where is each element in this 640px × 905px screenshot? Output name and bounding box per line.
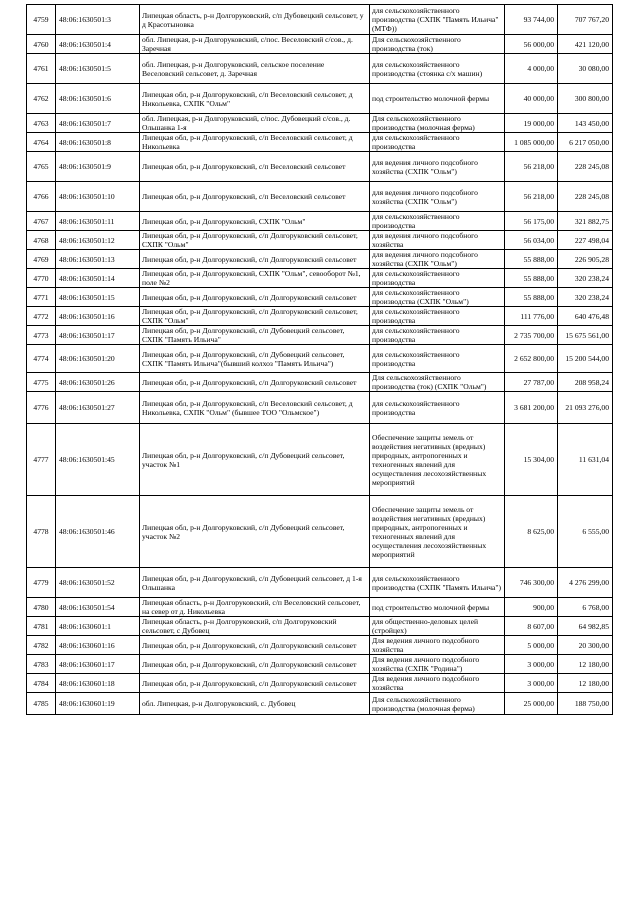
area-cell: 900,00: [505, 598, 558, 617]
permitted-use-cell: для сельскохозяйственного производства: [370, 307, 505, 326]
row-number: 4781: [27, 617, 56, 636]
area-cell: 56 175,00: [505, 212, 558, 231]
cadastral-value-cell: 12 180,00: [558, 655, 613, 674]
table-row: [27, 152, 613, 182]
cadastral-number: 48:06:1630501:15: [56, 288, 140, 307]
cadastral-number: 48:06:1630501:11: [56, 212, 140, 231]
permitted-use-cell: для сельскохозяйственного производства (СХПК "Память Ильича"): [370, 568, 505, 598]
address-cell: Липецкая обл, р-н Долгоруковский, с/п Дубовецкий сельсовет, участок №2: [140, 496, 370, 568]
cadastral-number: 48:06:1630501:26: [56, 373, 140, 392]
cadastral-value-cell: 640 476,48: [558, 307, 613, 326]
cadastral-value-cell: 12 180,00: [558, 674, 613, 693]
area-cell: 19 000,00: [505, 114, 558, 133]
cadastral-value-cell: 30 080,00: [558, 54, 613, 84]
table-row: [27, 269, 613, 288]
permitted-use-cell: для сельскохозяйственного производства: [370, 326, 505, 345]
table-row: [27, 373, 613, 392]
row-number: 4774: [27, 345, 56, 373]
row-number: 4763: [27, 114, 56, 133]
permitted-use-cell: для сельскохозяйственного производства: [370, 133, 505, 152]
document-page: [26, 4, 612, 715]
cadastral-number: 48:06:1630501:20: [56, 345, 140, 373]
cadastral-number: 48:06:1630501:5: [56, 54, 140, 84]
address-cell: Липецкая обл, р-н Долгоруковский, с/п Дубовецкий сельсовет, СХПК "Память Ильича"(бывший колхоз "Память Ильича"): [140, 345, 370, 373]
cadastral-number: 48:06:1630501:9: [56, 152, 140, 182]
area-cell: 3 681 200,00: [505, 392, 558, 424]
row-number: 4782: [27, 636, 56, 655]
cadastral-value-cell: 228 245,08: [558, 182, 613, 212]
cadastral-value-cell: 64 982,85: [558, 617, 613, 636]
row-number: 4766: [27, 182, 56, 212]
area-cell: 2 652 800,00: [505, 345, 558, 373]
cadastral-value-cell: 320 238,24: [558, 269, 613, 288]
permitted-use-cell: для сельскохозяйственного производства: [370, 345, 505, 373]
table-row: [27, 345, 613, 373]
cadastral-number: 48:06:1630601:19: [56, 693, 140, 715]
cadastral-number: 48:06:1630501:54: [56, 598, 140, 617]
row-number: 4783: [27, 655, 56, 674]
area-cell: 25 000,00: [505, 693, 558, 715]
row-number: 4777: [27, 424, 56, 496]
cadastral-number: 48:06:1630501:10: [56, 182, 140, 212]
area-cell: 3 000,00: [505, 674, 558, 693]
row-number: 4779: [27, 568, 56, 598]
address-cell: Липецкая обл, р-н Долгоруковский, с/п Долгоруковский сельсовет, СХПК "Ольм": [140, 307, 370, 326]
area-cell: 40 000,00: [505, 84, 558, 114]
address-cell: Липецкая обл, р-н Долгоруковский, с/п Веселовский сельсовет, д Никольевка: [140, 133, 370, 152]
address-cell: Липецкая обл, р-н Долгоруковский, с/п Веселовский сельсовет, д Никольевка, СХПК "Ольм" (бывшее ТОО "Ольмское"): [140, 392, 370, 424]
area-cell: 56 000,00: [505, 35, 558, 54]
permitted-use-cell: для сельскохозяйственного производства: [370, 392, 505, 424]
table-row: [27, 617, 613, 636]
cadastral-number: 48:06:1630601:18: [56, 674, 140, 693]
row-number: 4776: [27, 392, 56, 424]
cadastral-value-cell: 11 631,04: [558, 424, 613, 496]
permitted-use-cell: Для сельскохозяйственного производства (ток) (СХПК "Ольм"): [370, 373, 505, 392]
permitted-use-cell: для сельскохозяйственного производства: [370, 269, 505, 288]
area-cell: 2 735 700,00: [505, 326, 558, 345]
cadastral-value-cell: 226 905,28: [558, 250, 613, 269]
permitted-use-cell: Для сельскохозяйственного производства (ток): [370, 35, 505, 54]
cadastral-value-cell: 208 958,24: [558, 373, 613, 392]
table-row: [27, 392, 613, 424]
address-cell: Липецкая обл, р-н Долгоруковский, с/п Долгоруковский сельсовет: [140, 288, 370, 307]
row-number: 4772: [27, 307, 56, 326]
area-cell: 8 625,00: [505, 496, 558, 568]
cadastral-number: 48:06:1630501:13: [56, 250, 140, 269]
cadastral-value-cell: 228 245,08: [558, 152, 613, 182]
permitted-use-cell: под строительство молочной фермы: [370, 84, 505, 114]
area-cell: 56 218,00: [505, 152, 558, 182]
cadastral-number: 48:06:1630501:17: [56, 326, 140, 345]
area-cell: 4 000,00: [505, 54, 558, 84]
cadastral-value-cell: 143 450,00: [558, 114, 613, 133]
cadastral-number: 48:06:1630501:14: [56, 269, 140, 288]
address-cell: Липецкая обл, р-н Долгоруковский, с/п Долгоруковский сельсовет: [140, 674, 370, 693]
permitted-use-cell: для ведения личного подсобного хозяйства (СХПК "Ольм"): [370, 250, 505, 269]
permitted-use-cell: Для сельскохозяйственного производства (молочная ферма): [370, 693, 505, 715]
table-row: [27, 568, 613, 598]
permitted-use-cell: для ведения личного подсобного хозяйства (СХПК "Ольм"): [370, 152, 505, 182]
area-cell: 55 888,00: [505, 288, 558, 307]
area-cell: 5 000,00: [505, 636, 558, 655]
cadastral-number: 48:06:1630501:45: [56, 424, 140, 496]
cadastral-value-cell: 421 120,00: [558, 35, 613, 54]
cadastral-value-cell: 707 767,20: [558, 5, 613, 35]
table-row: [27, 84, 613, 114]
cadastral-value-cell: 188 750,00: [558, 693, 613, 715]
address-cell: обл. Липецкая, р-н Долгоруковский, с/пос. Дубовецкий с/сов., д. Ольшанка 1-я: [140, 114, 370, 133]
area-cell: 93 744,00: [505, 5, 558, 35]
address-cell: Липецкая обл, р-н Долгоруковский, с/п Веселовский сельсовет, д Никольевка, СХПК "Ольм": [140, 84, 370, 114]
permitted-use-cell: Для ведения личного подсобного хозяйства: [370, 636, 505, 655]
cadastral-number: 48:06:1630601:16: [56, 636, 140, 655]
cadastral-number: 48:06:1630501:16: [56, 307, 140, 326]
area-cell: 746 300,00: [505, 568, 558, 598]
row-number: 4773: [27, 326, 56, 345]
area-cell: 1 085 000,00: [505, 133, 558, 152]
table-row: [27, 307, 613, 326]
land-parcels-table: [26, 4, 613, 715]
permitted-use-cell: Для ведения личного подсобного хозяйства (СХПК "Родина"): [370, 655, 505, 674]
table-row: [27, 288, 613, 307]
cadastral-value-cell: 300 800,00: [558, 84, 613, 114]
permitted-use-cell: для сельскохозяйственного производства: [370, 212, 505, 231]
table-row: [27, 496, 613, 568]
permitted-use-cell: под строительство молочной фермы: [370, 598, 505, 617]
address-cell: Липецкая обл, р-н Долгоруковский, с/п Дубовецкий сельсовет, участок №1: [140, 424, 370, 496]
area-cell: 55 888,00: [505, 250, 558, 269]
table-row: [27, 250, 613, 269]
row-number: 4764: [27, 133, 56, 152]
address-cell: Липецкая обл, р-н Долгоруковский, с/п Веселовский сельсовет: [140, 152, 370, 182]
permitted-use-cell: Для ведения личного подсобного хозяйства: [370, 674, 505, 693]
table-row: [27, 598, 613, 617]
table-row: [27, 231, 613, 250]
row-number: 4760: [27, 35, 56, 54]
cadastral-number: 48:06:1630501:52: [56, 568, 140, 598]
permitted-use-cell: для сельскохозяйственного производства (стоянка с/х машин): [370, 54, 505, 84]
table-row: [27, 133, 613, 152]
cadastral-number: 48:06:1630501:8: [56, 133, 140, 152]
area-cell: 56 218,00: [505, 182, 558, 212]
cadastral-value-cell: 6 768,00: [558, 598, 613, 617]
cadastral-value-cell: 20 300,00: [558, 636, 613, 655]
table-row: [27, 424, 613, 496]
permitted-use-cell: Для сельскохозяйственного производства (молочная ферма): [370, 114, 505, 133]
cadastral-value-cell: 6 217 050,00: [558, 133, 613, 152]
table-row: [27, 182, 613, 212]
table-row: [27, 54, 613, 84]
area-cell: 8 607,00: [505, 617, 558, 636]
address-cell: обл. Липецкая, р-н Долгоруковский, с. Дубовец: [140, 693, 370, 715]
address-cell: Липецкая обл, р-н Долгоруковский, с/п Веселовский сельсовет: [140, 182, 370, 212]
cadastral-number: 48:06:1630601:1: [56, 617, 140, 636]
address-cell: Липецкая обл, р-н Долгоруковский, с/п Дубовецкий сельсовет, СХПК "Память Ильича": [140, 326, 370, 345]
row-number: 4765: [27, 152, 56, 182]
address-cell: Липецкая обл, р-н Долгоруковский, с/п Долгоруковский сельсовет: [140, 636, 370, 655]
cadastral-number: 48:06:1630501:7: [56, 114, 140, 133]
address-cell: Липецкая область, р-н Долгоруковский, с/п Веселовский сельсовет, на север от д. Никольевка: [140, 598, 370, 617]
cadastral-value-cell: 320 238,24: [558, 288, 613, 307]
address-cell: обл. Липецкая, р-н Долгоруковский, с/пос. Веселовский с/сов., д. Заречная: [140, 35, 370, 54]
address-cell: Липецкая обл, р-н Долгоруковский, с/п Дубовецкий сельсовет, д 1-я Ольшанка: [140, 568, 370, 598]
table-row: [27, 693, 613, 715]
address-cell: Липецкая обл, р-н Долгоруковский, с/п Долгоруковский сельсовет: [140, 373, 370, 392]
address-cell: Липецкая обл, р-н Долгоруковский, с/п Долгоруковский сельсовет: [140, 655, 370, 674]
permitted-use-cell: для сельскохозяйственного производства (СХПК "Ольм"): [370, 288, 505, 307]
table-row: [27, 655, 613, 674]
area-cell: 55 888,00: [505, 269, 558, 288]
table-row: [27, 674, 613, 693]
area-cell: 3 000,00: [505, 655, 558, 674]
row-number: 4770: [27, 269, 56, 288]
row-number: 4778: [27, 496, 56, 568]
table-body: [27, 5, 613, 715]
cadastral-value-cell: 4 276 299,00: [558, 568, 613, 598]
cadastral-number: 48:06:1630501:27: [56, 392, 140, 424]
cadastral-value-cell: 15 675 561,00: [558, 326, 613, 345]
area-cell: 56 034,00: [505, 231, 558, 250]
address-cell: Липецкая обл, р-н Долгоруковский, с/п Долгоруковский сельсовет, СХПК "Ольм": [140, 231, 370, 250]
cadastral-value-cell: 21 093 276,00: [558, 392, 613, 424]
address-cell: Липецкая область, р-н Долгоруковский, с/п Дубовецкий сельсовет, у д Красотыновка: [140, 5, 370, 35]
table-row: [27, 35, 613, 54]
row-number: 4767: [27, 212, 56, 231]
address-cell: Липецкая обл, р-н Долгоруковский, с/п Долгоруковский сельсовет: [140, 250, 370, 269]
cadastral-number: 48:06:1630501:46: [56, 496, 140, 568]
table-row: [27, 326, 613, 345]
permitted-use-cell: для ведения личного подсобного хозяйства (СХПК "Ольм"): [370, 182, 505, 212]
cadastral-value-cell: 321 882,75: [558, 212, 613, 231]
address-cell: обл. Липецкая, р-н Долгоруковский, сельское поселение Веселовский сельсовет, д. Заречная: [140, 54, 370, 84]
cadastral-number: 48:06:1630501:4: [56, 35, 140, 54]
table-row: [27, 636, 613, 655]
permitted-use-cell: для общественно-деловых целей (стройцех): [370, 617, 505, 636]
row-number: 4762: [27, 84, 56, 114]
permitted-use-cell: для сельскохозяйственного производства (СХПК "Память Ильича" (МТФ)): [370, 5, 505, 35]
row-number: 4785: [27, 693, 56, 715]
area-cell: 27 787,00: [505, 373, 558, 392]
cadastral-number: 48:06:1630501:12: [56, 231, 140, 250]
row-number: 4761: [27, 54, 56, 84]
row-number: 4780: [27, 598, 56, 617]
permitted-use-cell: Обеспечение защиты земель от воздействия негативных (вредных) природных, антропогенных и техногенных явлений для осуществления лесохозяйственных мероприятий: [370, 496, 505, 568]
address-cell: Липецкая область, р-н Долгоруковский, с/п Долгоруковский сельсовет, с Дубовец: [140, 617, 370, 636]
cadastral-number: 48:06:1630501:3: [56, 5, 140, 35]
row-number: 4784: [27, 674, 56, 693]
row-number: 4771: [27, 288, 56, 307]
cadastral-value-cell: 15 200 544,00: [558, 345, 613, 373]
row-number: 4768: [27, 231, 56, 250]
cadastral-value-cell: 227 498,04: [558, 231, 613, 250]
cadastral-number: 48:06:1630601:17: [56, 655, 140, 674]
cadastral-number: 48:06:1630501:6: [56, 84, 140, 114]
permitted-use-cell: для ведения личного подсобного хозяйства: [370, 231, 505, 250]
table-row: [27, 5, 613, 35]
address-cell: Липецкая обл, р-н Долгоруковский, СХПК "Ольм", севооборот №1, поле №2: [140, 269, 370, 288]
area-cell: 15 304,00: [505, 424, 558, 496]
address-cell: Липецкая обл, р-н Долгоруковский, СХПК "Ольм": [140, 212, 370, 231]
permitted-use-cell: Обеспечение защиты земель от воздействия негативных (вредных) природных, антропогенных и техногенных явлений для осуществления лесохозяйственных мероприятий: [370, 424, 505, 496]
area-cell: 111 776,00: [505, 307, 558, 326]
table-row: [27, 212, 613, 231]
row-number: 4759: [27, 5, 56, 35]
cadastral-value-cell: 6 555,00: [558, 496, 613, 568]
table-row: [27, 114, 613, 133]
row-number: 4769: [27, 250, 56, 269]
row-number: 4775: [27, 373, 56, 392]
